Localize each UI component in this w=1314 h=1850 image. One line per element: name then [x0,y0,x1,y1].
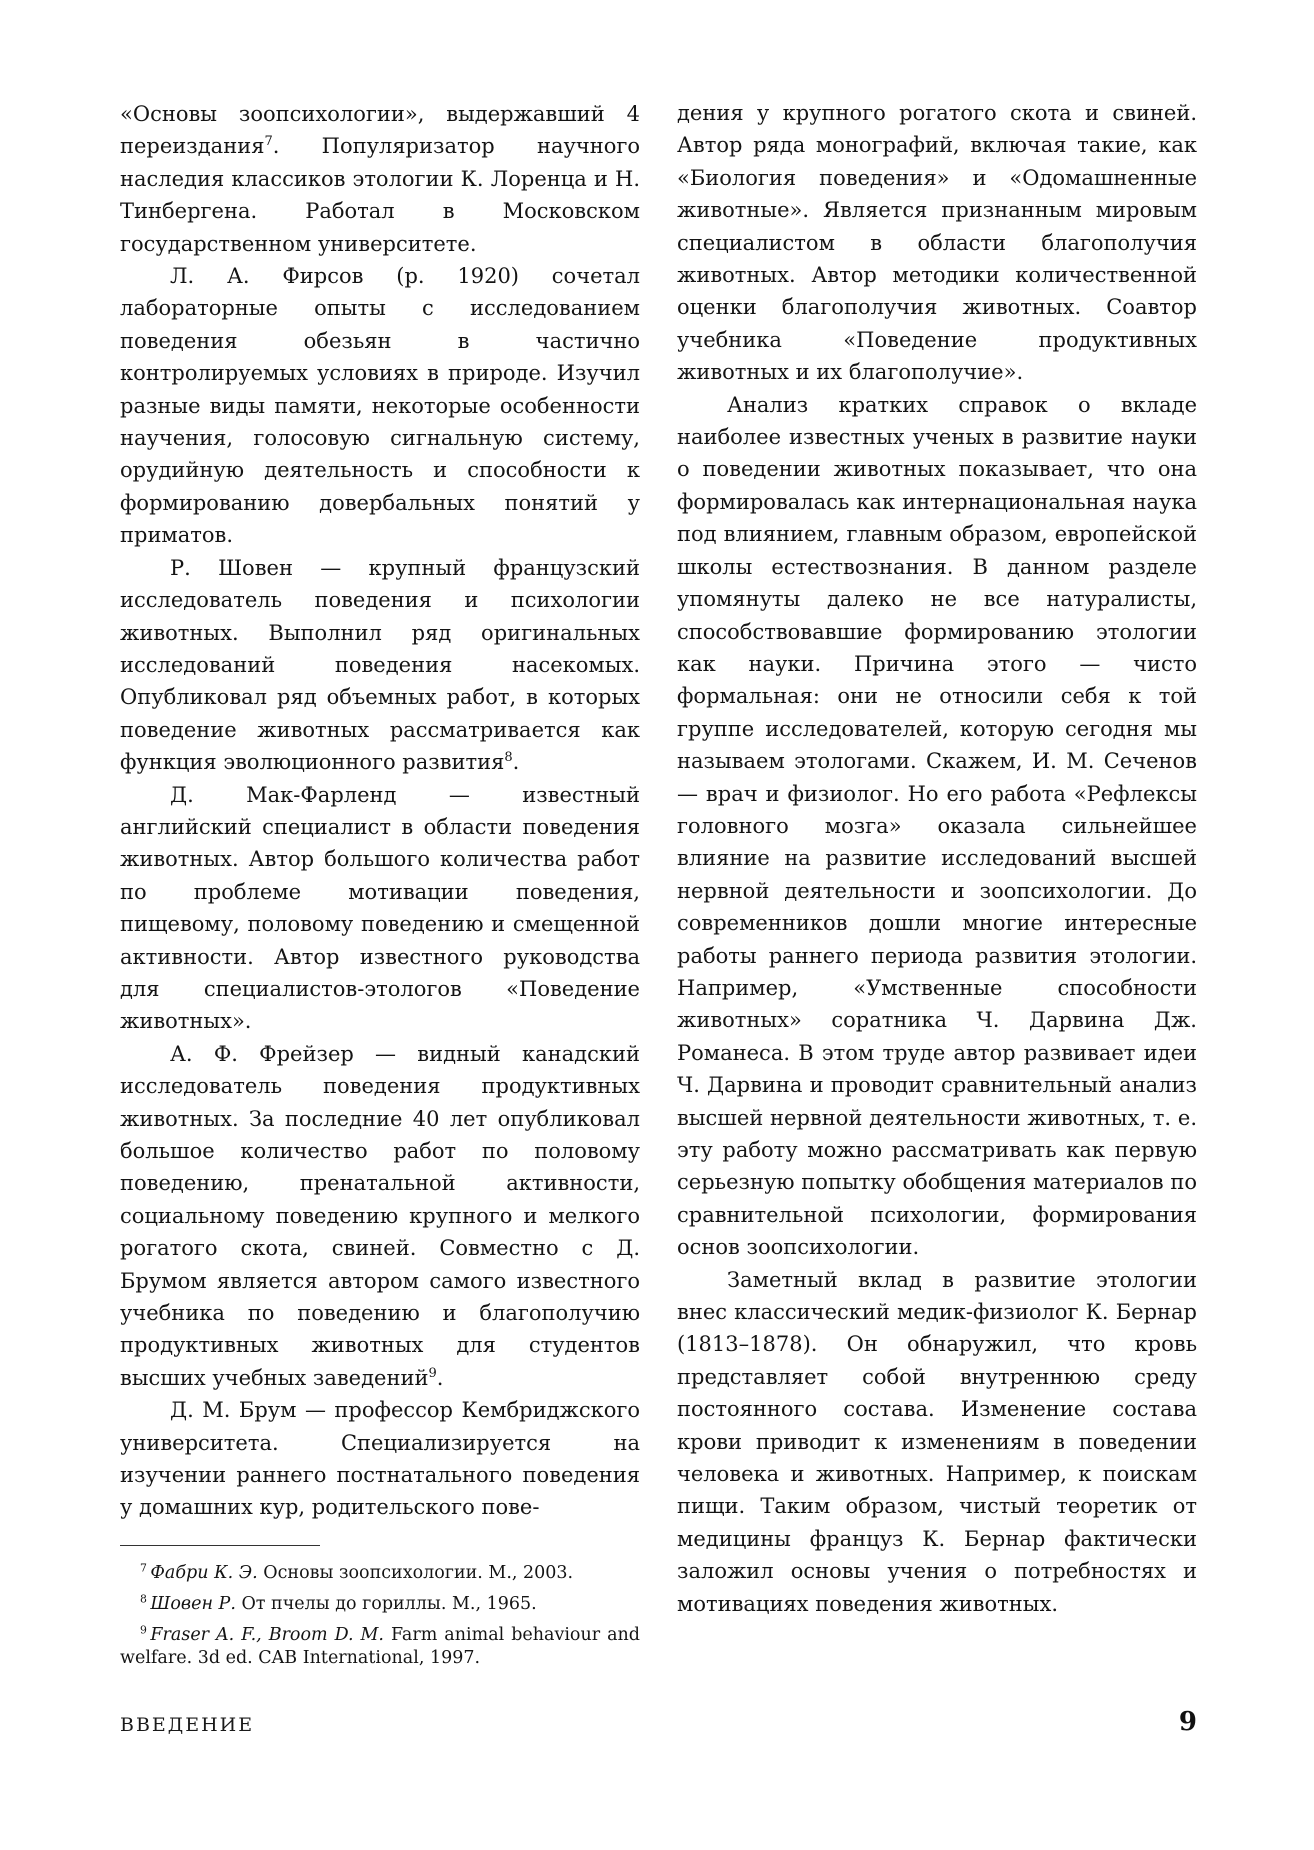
paragraph: Д. Мак-Фарленд — известный английский специалист в области поведения животных. Автор большого количества работ по проблеме мотивации поведения, пищевому, половому поведению и смещенной активности. Автор известного руководства для специалистов-этологов «Поведение животных». [120,782,640,1034]
footnotes [120,1562,640,1678]
left-column [120,98,640,1524]
paragraph: Заметный вклад в развитие этологии внес классический медик-физиолог К. Бернар (1813–1878). Он обнаружил, что кровь представляет собой внутреннюю среду постоянного состава. Изменение состава крови приводит к изменениям в поведении человека и животных. Например, к поискам пищи. Таким образом, чистый теоретик от медицины француз К. Бернар фактически заложил основы учения о потребностях и мотивациях поведения животных. [677,1267,1197,1616]
page-number: 9 [1178,1707,1197,1737]
footnote: $^9$ Fraser A. F., Broom D. M. Farm animal behaviour and welfare. 3d ed. CAB International, 1997. [120,1623,640,1668]
right-column [677,97,1197,1620]
footnote-divider [120,1545,320,1546]
paragraph: дения у крупного рогатого скота и свиней. Автор ряда монографий, включая такие, как «Биология поведения» и «Одомашненные животные». Является признанным мировым специалистом в области благополучия животных. Автор методики количественной оценки благополучия животных. Соавтор учебника «Поведение продуктивных животных и их благополучие». [677,101,1197,385]
paragraph: Д. М. Брум — профессор Кембриджского университета. Специализируется на изучении раннего постнатального поведения у домашних кур, родительского пове- [120,1398,640,1520]
running-title: ВВЕДЕНИЕ [120,1714,255,1736]
footnote-ref: 8 [504,750,513,766]
footnote: $^8$ Шовен Р. От пчелы до гориллы. М., 1965. [140,1592,537,1614]
paragraph: «Основы зоопсихологии», выдержавший 4 переиздания$^7$. Популяризатор научного наследия классиков этологии К. Лоренца и Н. Тинбергена. Работал в Московском государственном университете. [120,102,640,256]
paragraph: Анализ кратких справок о вкладе наиболее известных ученых в развитие науки о поведении животных показывает, что она формировалась как интернациональная наука под влиянием, главным образом, европейской школы естествознания. В данном разделе упомянуты далеко не все натуралисты, способствовавшие формированию этологии как науки. Причина этого — чисто формальная: они не относили себя к той группе исследователей, которую сегодня мы называем этологами. Скажем, И. М. Сеченов — врач и физиолог. Но его работа «Рефлексы головного мозга» оказала сильнейшее влияние на развитие исследований высшей нервной деятельности и зоопсихологии. До современников дошли многие интересные работы раннего периода развития этологии. Например, «Умственные способности животных» соратника Ч. Дарвина Дж. Романеса. В этом труде автор развивает идеи Ч. Дарвина и проводит сравнительный анализ высшей нервной деятельности животных, т. е. эту работу можно рассматривать как первую серьезную попытку обобщения материалов по сравнительной психологии, формирования основ зоопсихологии. [677,392,1197,1260]
paragraph: Р. Шовен — крупный французский исследователь поведения и психологии животных. Выполнил ряд оригинальных исследований поведения насекомых. Опубликовал ряд объемных работ, в которых поведение животных рассматривается как функция эволюционного развития$^8$. [120,555,640,775]
paragraph: Л. А. Фирсов (р. 1920) сочетал лабораторные опыты с исследованием поведения обезьян в частично контролируемых условиях в природе. Изучил разные виды памяти, некоторые особенности научения, голосовую сигнальную систему, орудийную деятельность и способности к формированию довербальных понятий у приматов. [120,264,640,548]
footnote: $^7$ Фабри К. Э. Основы зоопсихологии. М., 2003. [140,1561,574,1583]
footnote-ref: 9 [428,1366,437,1382]
paragraph: А. Ф. Фрейзер — видный канадский исследователь поведения продуктивных животных. За последние 40 лет опубликовал большое количество работ по половому поведению, пренатальной активности, социальному поведению крупного и мелкого рогатого скота, свиней. Совместно с Д. Брумом является автором самого известного учебника по поведению и благополучию продуктивных животных для студентов высших учебных заведений$^9$. [120,1041,640,1390]
footnote-ref: 7 [264,134,273,150]
